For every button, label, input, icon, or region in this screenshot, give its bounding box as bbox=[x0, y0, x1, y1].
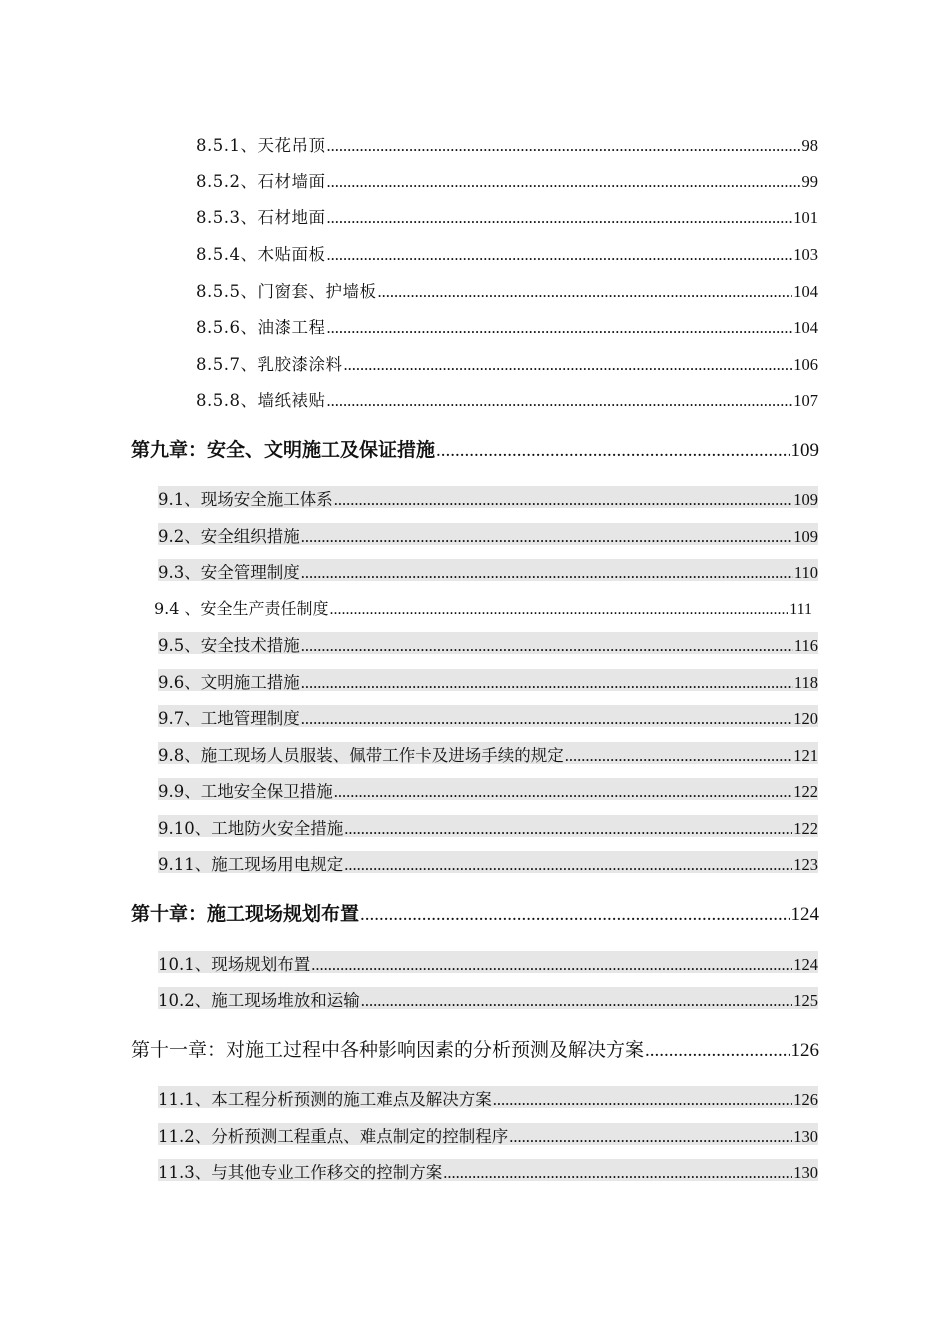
toc-entry-8-5-1[interactable] bbox=[196, 132, 818, 154]
toc-entry-8-5-4[interactable] bbox=[196, 241, 818, 263]
toc-entry-10-1[interactable] bbox=[158, 951, 818, 973]
toc-entry-label: 9.4 、安全生产责任制度 bbox=[154, 599, 329, 618]
dot-leader bbox=[343, 355, 792, 375]
toc-entry-page: 101 bbox=[793, 208, 818, 227]
toc-entry-label: 8.5.3、石材地面 bbox=[196, 208, 326, 227]
toc-chapter-label: 第十一章：对施工过程中各种影响因素的分析预测及解决方案 bbox=[131, 1039, 645, 1061]
toc-entry-10-2[interactable] bbox=[158, 987, 818, 1009]
toc-entry-label: 8.5.7、乳胶漆涂料 bbox=[196, 355, 343, 374]
dot-leader bbox=[565, 746, 793, 766]
toc-entry-9-5[interactable] bbox=[158, 632, 818, 654]
toc-entry-page: 123 bbox=[793, 855, 818, 874]
toc-entry-page: 110 bbox=[793, 563, 818, 582]
dot-leader bbox=[436, 440, 789, 462]
toc-entry-9-10[interactable] bbox=[158, 815, 818, 837]
toc-entry-11-3[interactable] bbox=[158, 1159, 818, 1181]
dot-leader bbox=[443, 1163, 792, 1183]
dot-leader bbox=[301, 527, 793, 547]
toc-entry-9-1[interactable] bbox=[158, 486, 818, 508]
toc-entry-9-7[interactable] bbox=[158, 705, 818, 727]
dot-leader bbox=[311, 955, 792, 975]
toc-entry-8-5-5[interactable] bbox=[196, 278, 818, 300]
toc-entry-page: 122 bbox=[793, 819, 818, 838]
toc-entry-label: 9.10、工地防火安全措施 bbox=[158, 819, 344, 838]
toc-entry-9-2[interactable] bbox=[158, 523, 818, 545]
toc-entry-page: 125 bbox=[793, 991, 818, 1010]
toc-chapter-page: 124 bbox=[790, 904, 819, 925]
toc-entry-label: 9.7、工地管理制度 bbox=[158, 709, 300, 728]
toc-entry-label: 10.2、施工现场堆放和运输 bbox=[158, 991, 360, 1010]
dot-leader bbox=[645, 1040, 789, 1062]
toc-entry-page: 121 bbox=[793, 746, 818, 765]
toc-entry-page: 130 bbox=[793, 1127, 818, 1146]
toc-entry-label: 8.5.2、石材墙面 bbox=[196, 172, 326, 191]
toc-entry-page: 118 bbox=[793, 673, 818, 692]
toc-entry-label: 9.6、文明施工措施 bbox=[158, 673, 300, 692]
dot-leader bbox=[301, 709, 793, 729]
toc-entry-label: 9.9、工地安全保卫措施 bbox=[158, 782, 333, 801]
dot-leader bbox=[326, 318, 792, 338]
toc-entry-page: 130 bbox=[793, 1163, 818, 1182]
toc-entry-label: 9.5、安全技术措施 bbox=[158, 636, 300, 655]
toc-entry-9-8[interactable] bbox=[158, 742, 818, 764]
toc-entry-label: 8.5.1、天花吊顶 bbox=[196, 136, 326, 155]
toc-entry-page: 126 bbox=[793, 1090, 818, 1109]
toc-entry-page: 98 bbox=[801, 136, 818, 155]
toc-entry-8-5-8[interactable] bbox=[196, 387, 818, 409]
toc-entry-8-5-6[interactable] bbox=[196, 314, 818, 336]
toc-entry-label: 9.11、施工现场用电规定 bbox=[158, 855, 344, 874]
toc-entry-page: 124 bbox=[793, 955, 818, 974]
toc-entry-page: 99 bbox=[801, 172, 818, 191]
toc-entry-page: 109 bbox=[793, 490, 818, 509]
toc-entry-page: 104 bbox=[793, 282, 818, 301]
dot-leader bbox=[301, 636, 793, 656]
toc-entry-label: 8.5.6、油漆工程 bbox=[196, 318, 326, 337]
toc-entry-11-1[interactable] bbox=[158, 1086, 818, 1108]
toc-chapter-9[interactable] bbox=[131, 435, 819, 461]
toc-entry-page: 122 bbox=[793, 782, 818, 801]
dot-leader bbox=[301, 673, 793, 693]
toc-entry-label: 9.8、施工现场人员服装、佩带工作卡及进场手续的规定 bbox=[158, 746, 564, 765]
toc-entry-page: 104 bbox=[793, 318, 818, 337]
dot-leader bbox=[334, 490, 793, 510]
toc-entry-page: 120 bbox=[793, 709, 818, 728]
dot-leader bbox=[344, 855, 792, 875]
toc-entry-label: 10.1、现场规划布置 bbox=[158, 955, 311, 974]
dot-leader bbox=[301, 563, 793, 583]
toc-entry-page: 107 bbox=[793, 391, 818, 410]
toc-chapter-page: 126 bbox=[790, 1040, 819, 1061]
toc-entry-label: 9.3、安全管理制度 bbox=[158, 563, 300, 582]
toc-chapter-label: 第九章：安全、文明施工及保证措施 bbox=[131, 439, 436, 461]
dot-leader bbox=[330, 601, 789, 619]
toc-entry-page: 111 bbox=[789, 601, 812, 618]
toc-entry-8-5-3[interactable] bbox=[196, 204, 818, 226]
toc-entry-8-5-7[interactable] bbox=[196, 351, 818, 373]
toc-entry-label: 8.5.5、门窗套、护墙板 bbox=[196, 282, 377, 301]
dot-leader bbox=[326, 136, 800, 156]
toc-chapter-10[interactable] bbox=[131, 899, 819, 925]
dot-leader bbox=[509, 1127, 792, 1147]
toc-entry-page: 109 bbox=[793, 527, 818, 546]
toc-entry-label: 11.1、本工程分析预测的施工难点及解决方案 bbox=[158, 1090, 492, 1109]
dot-leader bbox=[326, 245, 792, 265]
toc-entry-label: 11.2、分析预测工程重点、难点制定的控制程序 bbox=[158, 1127, 509, 1146]
toc-entry-9-6[interactable] bbox=[158, 669, 818, 691]
toc-chapter-label: 第十章：施工现场规划布置 bbox=[131, 903, 360, 925]
toc-entry-label: 9.1、现场安全施工体系 bbox=[158, 490, 333, 509]
toc-entry-11-2[interactable] bbox=[158, 1123, 818, 1145]
toc-entry-9-4[interactable] bbox=[154, 596, 812, 618]
dot-leader bbox=[360, 904, 789, 926]
toc-entry-9-3[interactable] bbox=[158, 559, 818, 581]
dot-leader bbox=[377, 282, 792, 302]
toc-entry-page: 106 bbox=[793, 355, 818, 374]
dot-leader bbox=[334, 782, 793, 802]
toc-entry-label: 11.3、与其他专业工作移交的控制方案 bbox=[158, 1163, 443, 1182]
toc-entry-label: 8.5.8、墙纸裱贴 bbox=[196, 391, 326, 410]
toc-entry-page: 103 bbox=[793, 245, 818, 264]
toc-entry-9-9[interactable] bbox=[158, 778, 818, 800]
toc-entry-label: 9.2、安全组织措施 bbox=[158, 527, 300, 546]
dot-leader bbox=[344, 819, 792, 839]
toc-entry-8-5-2[interactable] bbox=[196, 168, 818, 190]
toc-entry-9-11[interactable] bbox=[158, 851, 818, 873]
dot-leader bbox=[326, 391, 792, 411]
toc-chapter-page: 109 bbox=[790, 440, 819, 461]
toc-entry-label: 8.5.4、木贴面板 bbox=[196, 245, 326, 264]
dot-leader bbox=[326, 172, 800, 192]
toc-chapter-11[interactable] bbox=[131, 1035, 819, 1061]
dot-leader bbox=[493, 1090, 793, 1110]
dot-leader bbox=[326, 208, 792, 228]
toc-entry-page: 116 bbox=[793, 636, 818, 655]
dot-leader bbox=[361, 991, 793, 1011]
